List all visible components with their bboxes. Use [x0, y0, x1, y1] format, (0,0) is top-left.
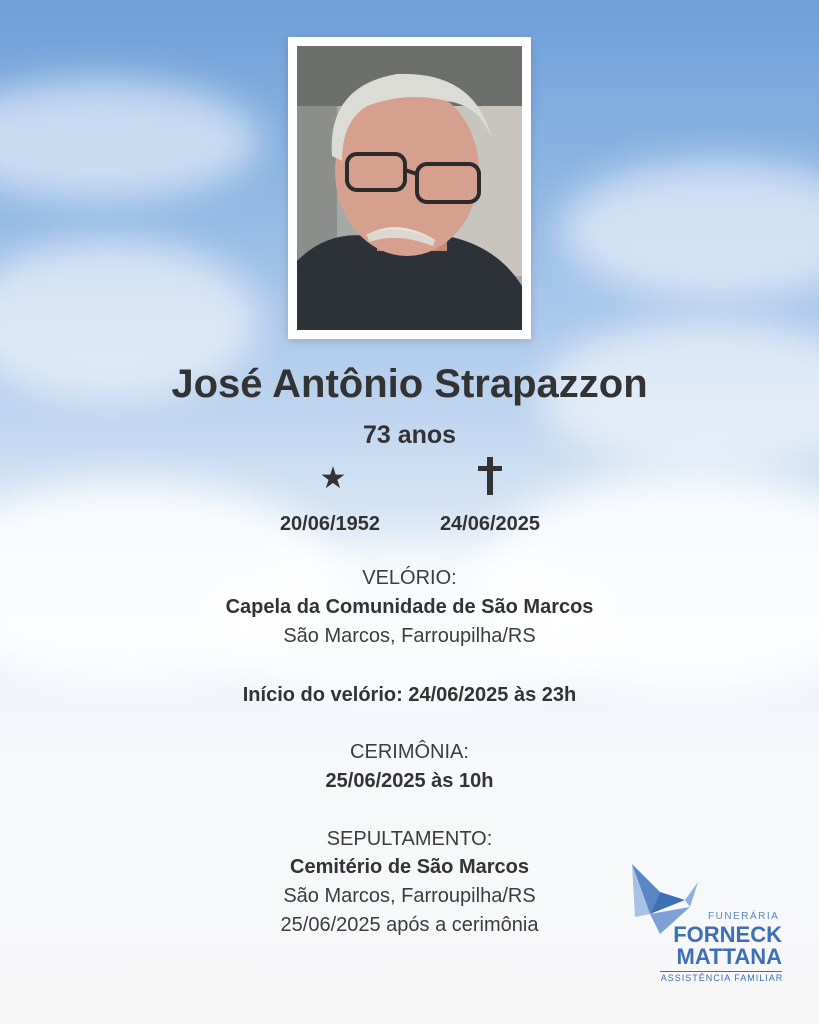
deceased-age: 73 anos — [362, 421, 457, 449]
velorio-city: São Marcos, Farroupilha/RS — [283, 625, 536, 647]
velorio-place: Capela da Comunidade de São Marcos — [225, 596, 594, 618]
logo-tagline: ASSISTÊNCIA FAMILIAR — [660, 973, 784, 983]
cloud — [200, 540, 620, 700]
birth-date: 20/06/1952 — [279, 513, 381, 535]
cloud — [560, 160, 819, 300]
death-date: 24/06/2025 — [439, 513, 541, 535]
sepultamento-heading: SEPULTAMENTO: — [326, 828, 493, 850]
logo-top-text: FUNERÁRIA — [708, 911, 780, 922]
cerimonia-datetime: 25/06/2025 às 10h — [325, 770, 494, 792]
cerimonia-heading: CERIMÔNIA: — [350, 741, 469, 763]
star-icon: ★ — [319, 462, 347, 495]
logo-divider — [660, 971, 782, 972]
velorio-heading: VELÓRIO: — [362, 567, 457, 589]
sepultamento-when: 25/06/2025 após a cerimônia — [280, 914, 539, 936]
sepultamento-city: São Marcos, Farroupilha/RS — [283, 885, 536, 907]
sepultamento-place: Cemitério de São Marcos — [290, 856, 529, 878]
portrait-frame — [288, 37, 531, 339]
portrait-photo — [297, 46, 522, 330]
forneck-mattana-logo — [630, 862, 790, 992]
logo-line2: MATTANA — [676, 944, 782, 969]
logo-line1: FORNECK — [673, 922, 782, 947]
deceased-name: José Antônio Strapazzon — [171, 362, 648, 406]
cross-icon — [470, 455, 510, 497]
velorio-start: Início do velório: 24/06/2025 às 23h — [242, 684, 577, 706]
cloud — [0, 80, 260, 200]
